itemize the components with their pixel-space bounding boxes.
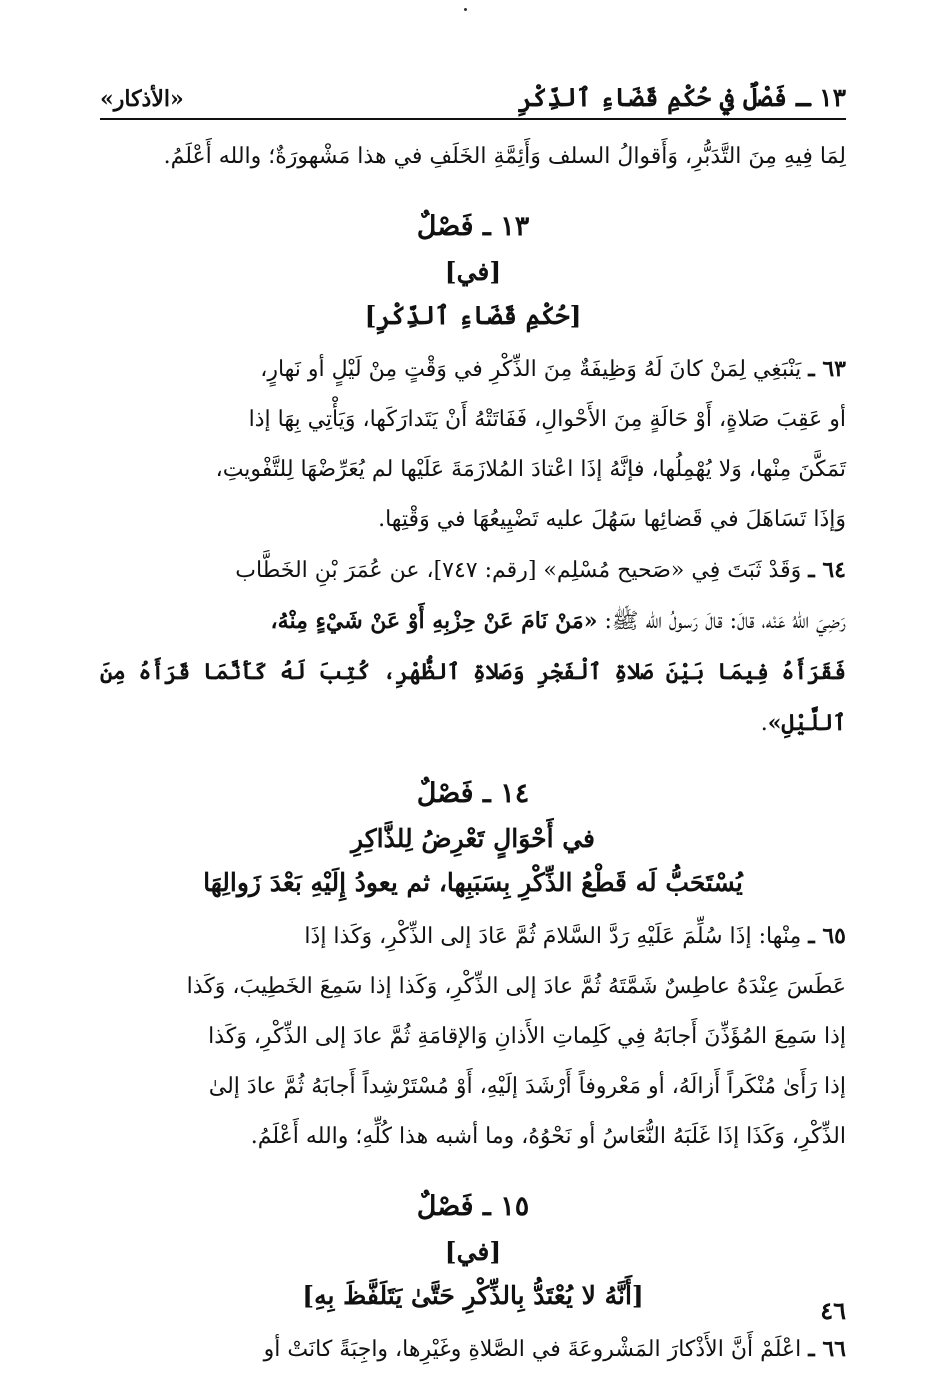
paragraph-65-line-1: مِنْها: إذَا سُلِّمَ عَلَيْهِ رَدَّ السَّلامَ ثُمَّ عَادَ إلى الذِّكْرِ، وَكَذا إذَا [304, 924, 802, 949]
section-14 [100, 771, 846, 1162]
paragraph-63-number: ٦٣ ـ [808, 356, 846, 382]
paragraph-63-line-1: يَنْبَغِي لِمَنْ كانَ لَهُ وَظِيفَةٌ مِنَ الذِّكْرِ في وَقْتٍ مِنْ لَيْلٍ أو نَهارٍ، [260, 357, 802, 382]
header-book-title: «الأذكار» [100, 86, 184, 112]
section-13 [100, 204, 846, 749]
section-15-title: ١٥ ـ فَصْلٌ [416, 1191, 530, 1222]
section-14-title: ١٤ ـ فَصْلٌ [416, 778, 530, 809]
section-15-subtitle-2: [أَنَّهُ لا يُعْتَدُّ بِالذِّكْرِ حَتَّىٰ يَتَلَفَّظَ بِهِ] [302, 1281, 644, 1310]
header-chapter-title: ١٣ ـ فَصْلٌ في حُكْمِ قَضَاءِ ٱلذِّكْرِ [517, 83, 846, 112]
paragraph-63-line-4: وَإذَا تَسَاهَلَ في قَضائِها سَهُلَ عليه تَضْيِيعُهَا في وَقْتِها. [378, 507, 846, 532]
paragraph-64-line-2-plain: رَضِيَ اللهُ عَنْه، قالَ: قالَ رَسولُ الله ﷺ: [597, 609, 846, 634]
paragraph-64-period: . [760, 711, 768, 736]
paragraph-63-line-3: تَمَكَّنَ مِنْها، وَلا يُهْمِلُها، فإنَّهُ إذَا اعْتادَ المُلازَمَةَ عَلَيْها لم يُعَرِّضْهَا لِلتَّفْويتِ، [215, 457, 846, 482]
paragraph-66 [100, 1324, 846, 1375]
paragraph-64 [100, 545, 846, 749]
hadith-quote-end: فَقَرَأَهُ فِيمَا بَيْنَ صَلاةِ ٱلْفَجْرِ وَصَلاةِ ٱلظُّهْرِ، كُتِبَ لَهُ كَأَنَّمَا قَرَأَهُ مِنَ ٱللَّيْلِ» [100, 659, 846, 736]
paragraph-65-line-4: إذا رَأَىٰ مُنْكَراً أَزالَهُ، أو مَعْروفاً أَرْشَدَ إلَيْهِ، أَوْ مُسْتَرْشِداً أَجابَهُ ثُمَّ عادَ إلىٰ [208, 1074, 846, 1099]
section-13-subtitle-1: [في] [444, 257, 502, 286]
page-number: ٤٦ [820, 1296, 846, 1325]
paragraph-63-line-2: أو عَقِبَ صَلاةٍ، أَوْ حَالَةٍ مِنَ الأَحْوالِ، فَفَاتَتْهُ أَنْ يَتَدارَكَها، وَيَأْتِي بِهَا إذا [248, 407, 846, 432]
paragraph-65-line-2: عَطَسَ عِنْدَهُ عاطِسٌ شَمَّتَهُ ثُمَّ عادَ إلى الذِّكْرِ، وَكَذا إذا سَمِعَ الخَطِيبَ، وَكَذا [186, 974, 846, 999]
header-rule [100, 118, 846, 120]
section-15-subtitle-1: [في] [444, 1237, 502, 1266]
paragraph-65-number: ٦٥ ـ [808, 923, 846, 949]
paragraph-64-line-1: وَقَدْ ثَبَتَ فِي «صَحيح مُسْلِم» [رقم: ٧٤٧]، عن عُمَرَ بْنِ الخَطَّاب [235, 558, 802, 583]
paragraph-65-line-3: إذا سَمِعَ المُؤَذِّنَ أَجابَهُ فِي كَلِماتِ الأَذانِ وَالإقامَةِ ثُمَّ عادَ إلى الذِّكْرِ، وَكَذا [208, 1024, 846, 1049]
opening-line: لِمَا فِيهِ مِنَ التَّدَبُّرِ، وَأَقوالُ السلف وَأَئِمَّةِ الخَلَفِ في هذا مَشْهورَةٌ؛ والله أَعْلَمُ. [163, 144, 846, 169]
paragraph-65 [100, 911, 846, 1162]
section-14-subtitle-2: يُسْتَحَبُّ لَه قَطْعُ الذِّكْرِ بِسَبَبِها، ثم يعودُ إِلَيْهِ بَعْدَ زَوالِهَا [203, 868, 743, 897]
section-14-subtitle-1: في أَحْوَالٍ تَعْرِضُ لِلذَّاكِرِ [350, 824, 596, 853]
paragraph-66-line-1: اعْلَمْ أَنَّ الأَذْكارَ المَشْروعَةَ في الصَّلاةِ وغَيْرِها، واجِبَةً كانَتْ أو [263, 1337, 802, 1362]
section-13-title: ١٣ ـ فَصْلٌ [416, 211, 530, 242]
section-15 [100, 1184, 846, 1375]
running-header [100, 64, 846, 112]
paragraph-65-line-5: الذِّكْرِ، وَكَذَا إذَا غَلَبَهُ النُّعَاسُ أو نَحْوُهُ، وما أشبه هذا كُلِّهِ؛ والله أَعْلَمُ. [250, 1124, 846, 1149]
scan-speck [464, 8, 467, 11]
paragraph-63 [100, 344, 846, 545]
paragraph-66-number: ٦٦ ـ [808, 1336, 846, 1362]
section-13-subtitle-2: [حُكْمِ قَضَاءِ ٱلذِّكْرِ] [364, 301, 582, 330]
page-body [100, 132, 846, 1375]
hadith-quote-start: «مَنْ نَامَ عَنْ حِزْبِهِ أَوْ عَنْ شَيْءٍ مِنْهُ، [270, 608, 598, 634]
paragraph-64-number: ٦٤ ـ [808, 557, 846, 583]
